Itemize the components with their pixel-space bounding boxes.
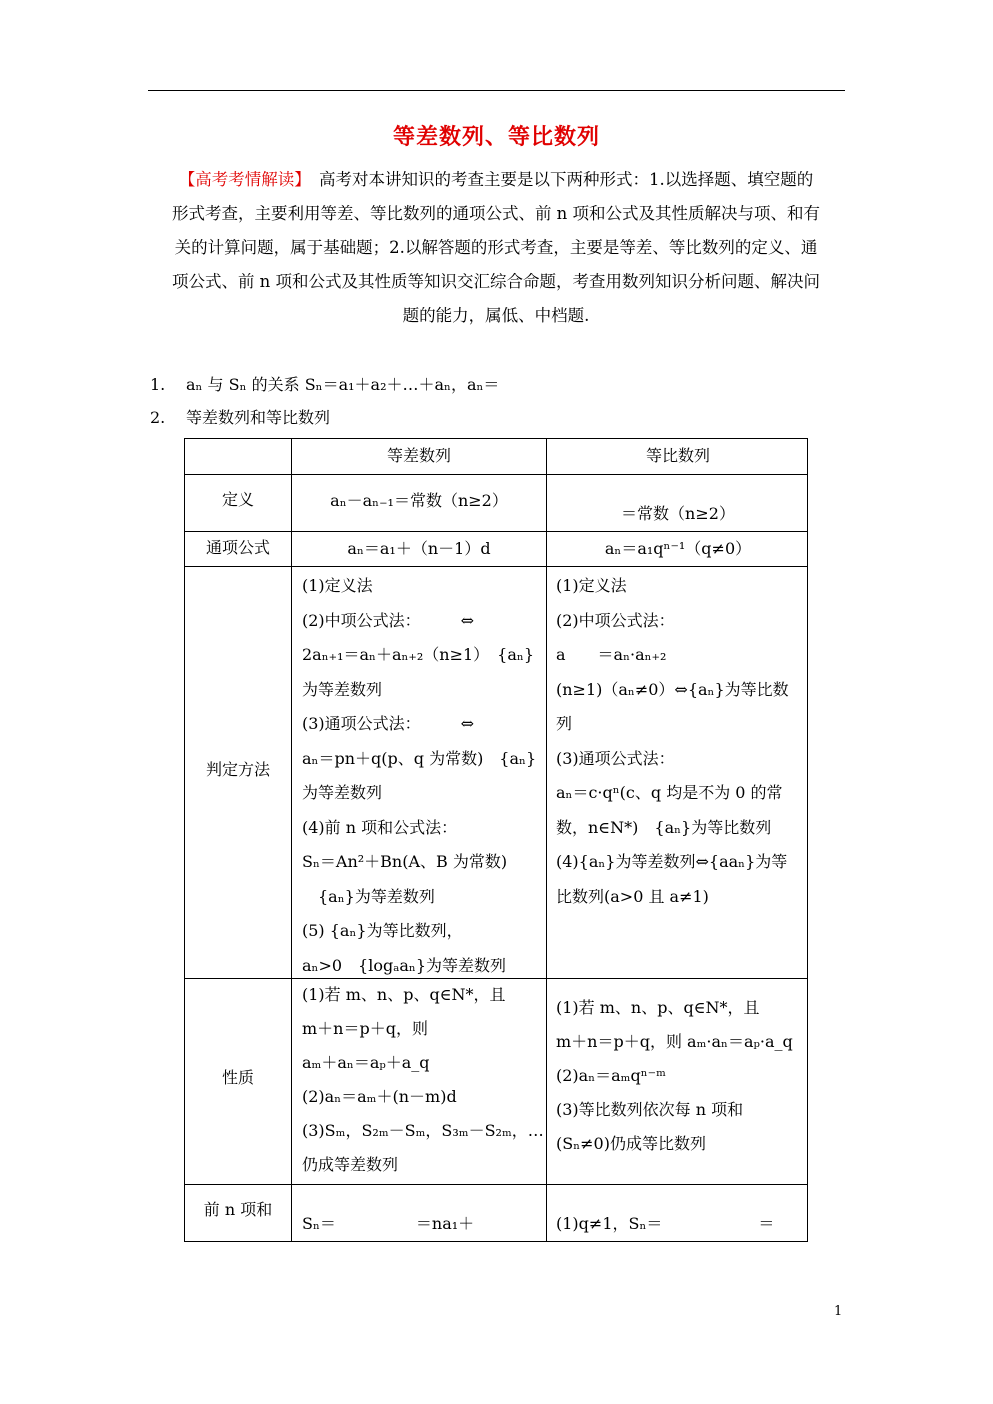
row-label-sum: 前 n 项和 <box>203 1200 273 1219</box>
property-arithmetic <box>302 978 544 1182</box>
judge-arith-line: (2)中项公式法： ⇔ <box>302 610 475 630</box>
property-geo-line: (3)等比数列依次每 n 项和 <box>556 1100 744 1119</box>
header-rule <box>148 90 845 91</box>
property-arith-line: (1)若 m、n、p、q∈N*，且 <box>302 985 506 1004</box>
header-geometric: 等比数列 <box>645 446 710 465</box>
judge-geo-line: 比数列(a>0 且 a≠1) <box>556 886 709 906</box>
general-term-geometric: aₙ＝a₁qⁿ⁻¹（q≠0） <box>604 539 752 558</box>
judge-arith-line: Sₙ＝An²＋Bn(A、B 为常数) <box>302 852 508 871</box>
judge-geo-line: (n≥1)（aₙ≠0）⇔{aₙ}为等比数 <box>556 679 789 699</box>
judge-arith-line: 为等差数列 <box>302 783 383 802</box>
property-arith-line: aₘ＋aₙ＝aₚ＋a_q <box>302 1053 430 1072</box>
comparison-table <box>184 438 808 1242</box>
sum-geometric: (1)q≠1，Sₙ＝ ＝ <box>556 1214 775 1233</box>
list-item-2 <box>150 405 330 428</box>
property-arith-line: m＋n＝p＋q，则 <box>302 1019 428 1038</box>
judge-arith-line: {aₙ}为等差数列 <box>302 886 435 906</box>
property-arith-line: 仍成等差数列 <box>302 1155 399 1174</box>
judge-arith-line: aₙ＝pn＋q(p、q 为常数) {aₙ} <box>302 748 537 768</box>
row-label-general-term: 通项公式 <box>205 538 270 557</box>
judge-arith-line: (4)前 n 项和公式法： <box>302 817 458 837</box>
judge-geo-line: 列 <box>556 714 573 733</box>
row-label-judge-method: 判定方法 <box>205 760 270 779</box>
judge-arith-line: (3)通项公式法： ⇔ <box>302 714 475 733</box>
list-item-2-number: 2. <box>150 408 166 427</box>
general-term-arithmetic: aₙ＝a₁＋（n－1）d <box>347 539 491 558</box>
property-geo-line: (Sₙ≠0)仍成等比数列 <box>556 1134 706 1153</box>
table-divider <box>185 566 807 567</box>
definition-arithmetic: aₙ－aₙ₋₁＝常数（n≥2） <box>330 491 508 510</box>
intro-line-5: 题的能力，属低、中档题. <box>402 306 590 325</box>
intro-line-4: 项公式、前 n 项和公式及其性质等知识交汇综合命题，考查用数列知识分析问题、解决问 <box>171 272 821 291</box>
judge-arith-line: aₙ>0 {logₐaₙ}为等差数列 <box>302 955 507 975</box>
intro-line-3: 关的计算问题，属于基础题；2.以解答题的形式考查，主要是等差、等比数列的定义、通 <box>174 238 818 257</box>
intro-line-1: 高考对本讲知识的考查主要是以下两种形式：1.以选择题、填空题的 <box>302 170 814 189</box>
judge-arithmetic <box>302 569 536 983</box>
judge-arith-line: 为等差数列 <box>302 679 383 699</box>
intro-tag: 【高考考情解读】 <box>178 170 303 189</box>
table-divider <box>185 474 807 475</box>
page-number: 1 <box>834 1304 843 1319</box>
intro-paragraph <box>152 163 840 333</box>
property-geo-line: (2)aₙ＝aₘqⁿ⁻ᵐ <box>556 1066 666 1085</box>
judge-geo-line: a ＝aₙ·aₙ₊₂ <box>556 645 667 664</box>
header-arithmetic: 等差数列 <box>386 446 451 465</box>
judge-geo-line: (1)定义法 <box>556 576 627 595</box>
judge-geo-line: (2)中项公式法： <box>556 610 675 630</box>
row-label-definition: 定义 <box>221 490 254 509</box>
property-arith-line: (2)aₙ＝aₘ＋(n－m)d <box>302 1087 457 1106</box>
judge-geo-line: 数，n∈N*) {aₙ}为等比数列 <box>556 817 772 837</box>
row-label-properties: 性质 <box>221 1068 254 1087</box>
table-divider <box>185 531 807 532</box>
table-divider <box>546 439 547 1241</box>
list-item-1 <box>150 372 499 395</box>
judge-geo-line: aₙ＝c·qⁿ(c、q 均是不为 0 的常 <box>556 783 783 802</box>
page-title: 等差数列、等比数列 <box>392 124 600 150</box>
judge-arith-line: 2aₙ₊₁＝aₙ＋aₙ₊₂（n≥1） {aₙ} <box>302 645 534 664</box>
table-divider <box>291 439 292 1241</box>
sum-arithmetic: Sₙ＝ ＝na₁＋ <box>302 1214 475 1233</box>
list-item-1-text: aₙ 与 Sₙ 的关系 Sₙ＝a₁＋a₂＋…＋aₙ，aₙ＝ <box>186 375 500 394</box>
judge-geometric <box>556 569 789 914</box>
list-item-1-number: 1. <box>150 375 166 394</box>
property-geo-line: (1)若 m、n、p、q∈N*，且 <box>556 998 760 1017</box>
definition-geometric: ＝常数（n≥2） <box>621 504 735 523</box>
property-geo-line: m＋n＝p＋q，则 aₘ·aₙ＝aₚ·a_q <box>556 1032 793 1051</box>
intro-line-2: 形式考查，主要利用等差、等比数列的通项公式、前 n 项和公式及其性质解决与项、和有 <box>171 204 821 223</box>
judge-geo-line: (4){aₙ}为等差数列⇔{aaₙ}为等 <box>556 852 788 871</box>
property-geometric <box>556 991 793 1161</box>
table-divider <box>185 1184 807 1185</box>
judge-geo-line: (3)通项公式法： <box>556 748 675 768</box>
judge-arith-line: (1)定义法 <box>302 576 373 595</box>
property-arith-line: (3)Sₘ，S₂ₘ－Sₘ，S₃ₘ－S₂ₘ，… <box>302 1121 544 1140</box>
judge-arith-line: (5) {aₙ}为等比数列， <box>302 921 463 940</box>
list-item-2-text: 等差数列和等比数列 <box>186 408 331 427</box>
